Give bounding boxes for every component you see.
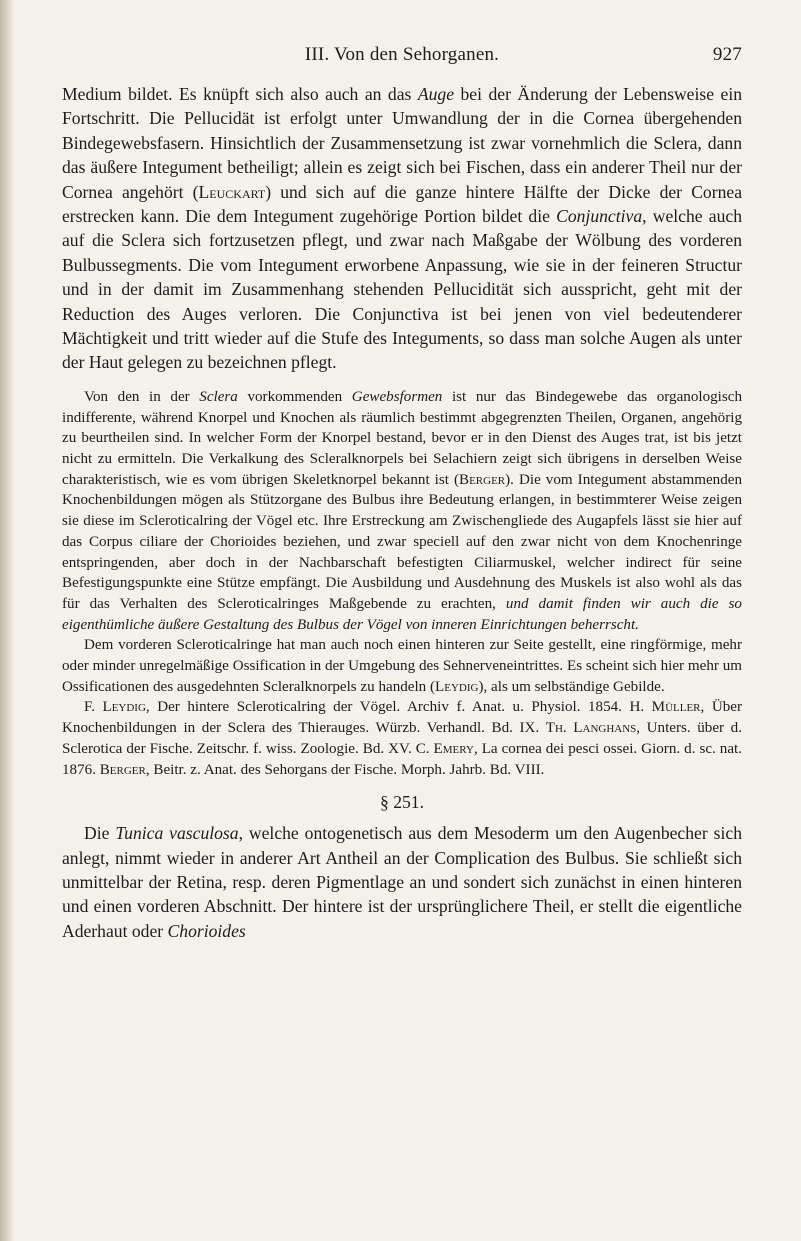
reference-text: , Unters. über d. Sclerotica der Fische. Zeitschr. f. wiss. Zoologie. Bd. XV. [62, 720, 742, 757]
text-run: ). Die vom Integument abstammenden Knochenbildungen mögen als Stützorgane des Bulbus ihre Bedeutung erlangen, in bestimmterer Weise zeigen sie diese im Scleroticalring der Vögel etc. Ihre Erstreckung am Zwischengliede des Augapfels lässt sie hier auf das Corpus ciliare der Chorioides beziehen, und zwar speciell auf den zwar nicht von dem Knochenringe entspringenden, aber doch in der Nachbarschaft befestigten Ciliarmuskel, welcher indirect für seine Befestigungspunkte eine Stütze empfängt. Die Ausbildung und Ausdehnung des Muskels ist also wohl als das für das Verhalten des Scleroticalringes Maßgebende zu erachten, [62, 471, 742, 612]
reference-author: C. Emery [415, 740, 474, 757]
italic-phrase: und damit finden wir auch die so eigenthümliche äußere Gestaltung des Bulbus der Vögel von inneren Einrichtungen beherrscht. [62, 595, 742, 633]
author-name: Berger [459, 471, 506, 488]
text-run: Medium bildet. Es knüpft sich also auch an das [62, 84, 418, 104]
section-heading: § 251. [380, 792, 424, 813]
small-paragraph-ring [62, 635, 742, 697]
reference-text: , Über Knochenbildungen in der Sclera des Thierauges. Würzb. Verhandl. Bd. IX. [62, 699, 742, 737]
book-spine-shadow [0, 0, 14, 1241]
text-run: Von den in der [84, 388, 200, 405]
text-run: ist nur das Bindegewebe das organologisch indifferente, während Knorpel und Knochen als räumlich bestimmt abgegrenzten Theilen, Organen, angehörig zu beurtheilen sind. In welcher Form der Knorpel bestand, bevor er in den Dienst des Auges trat, ist bis jetzt nicht zu ermitteln. Die Verkalkung des Scleralknorpels bei Selachiern zeigt sich übrigens in derselben Weise charakteristisch, wie es vom übrigen Skeletknorpel bekannt ist ( [62, 388, 743, 488]
italic-term: Sclera [199, 388, 238, 405]
author-name: Leydig [435, 678, 479, 695]
italic-term: Auge [417, 84, 455, 104]
main-paragraph [62, 82, 742, 375]
book-page [62, 44, 742, 943]
text-run: , welche ontogenetisch aus dem Mesoderm um den Augenbecher sich anlegt, nimmt wieder in anderer Art Antheil an der Complication des Bulbus. Sie schließt sich unmittelbar der Retina, resp. deren Pigmentlage an und sondert sich zunächst in einen hinteren und einen vorderen Abschnitt. Der hintere ist der ursprünglichere Theil, er stellt die eigentliche Aderhaut oder [62, 823, 742, 941]
final-paragraph [62, 821, 742, 943]
text-run: Dem vorderen Scleroticalringe hat man auch noch einen hinteren zur Seite gestellt, eine ringförmige, mehr oder minder unregelmäßige Ossification in der Umgebung des Sehnerveneintrittes. Es scheint sich hier mehr um Ossificationen des ausgedehnten Scleralknorpels zu handeln ( [62, 637, 742, 695]
page-number: 927 [712, 44, 742, 65]
reference-text: , Der hintere Scleroticalring der Vögel. Archiv f. Anat. u. Physiol. 1854. [145, 699, 630, 716]
reference-author: H. Müller [629, 699, 701, 716]
reference-text: , La cornea dei pesci ossei. Giorn. d. sc. nat. 1876. [62, 740, 742, 778]
running-head [62, 44, 742, 68]
reference-text: , Beitr. z. Anat. des Sehorgans der Fische. Morph. Jahrb. Bd. VIII. [145, 761, 545, 778]
final-text [62, 821, 742, 943]
italic-term: Gewebsformen [351, 388, 443, 405]
main-text [62, 82, 742, 375]
running-title: III. Von den Sehorganen. [304, 44, 500, 65]
text-run: vorkommenden [237, 388, 352, 405]
text-run: Die [84, 823, 116, 844]
small-print-block [62, 387, 742, 780]
reference-author: F. Leydig [84, 699, 146, 716]
text-run: , welche auch auf die Sclera sich fortzusetzen pflegt, und zwar nach Maßgabe der Wölbung des vorderen Bulbussegments. Die vom Integument erworbene Anpassung, wie sie in der feineren Structur und in der damit im Zusammenhang stehenden Pellucidität sich ausspricht, geht mit der Reduction des Auges verloren. Die Conjunctiva ist bei jenen von viel bedeutenderer Mächtigkeit und tritt wieder auf die Stufe des Integuments, so dass man solche Augen als unter der Haut gelegen zu bezeichnen pflegt. [62, 206, 742, 373]
text-run: ), als um selbständige Gebilde. [478, 678, 665, 695]
italic-term: Chorioides [167, 920, 246, 941]
references [62, 697, 742, 780]
italic-term: Tunica vasculosa [115, 823, 239, 844]
author-name: Leuckart [198, 181, 266, 202]
text-run: ) und sich auf die ganze hintere Hälfte der Dicke der Cornea erstrecken kann. Die dem Integument zugehörige Portion bildet die [62, 181, 742, 227]
reference-author: Th. Langhans [545, 720, 637, 737]
italic-term: Conjunctiva [556, 206, 643, 227]
small-paragraph-sclera [62, 387, 742, 635]
text-run: bei der Änderung der Lebensweise ein Fortschritt. Die Pellucidät ist erfolgt unter Umwandlung der in die Cornea übergehenden Bindegewebsfasern. Hinsichtlich der Zusammensetzung ist zwar vornehmlich die Sclera, dann das äußere Integument betheiligt; allein es zeigt sich bei Fischen, dass ein anderer Theil nur der Cornea angehört ( [62, 84, 743, 202]
reference-author: Berger [99, 761, 146, 778]
